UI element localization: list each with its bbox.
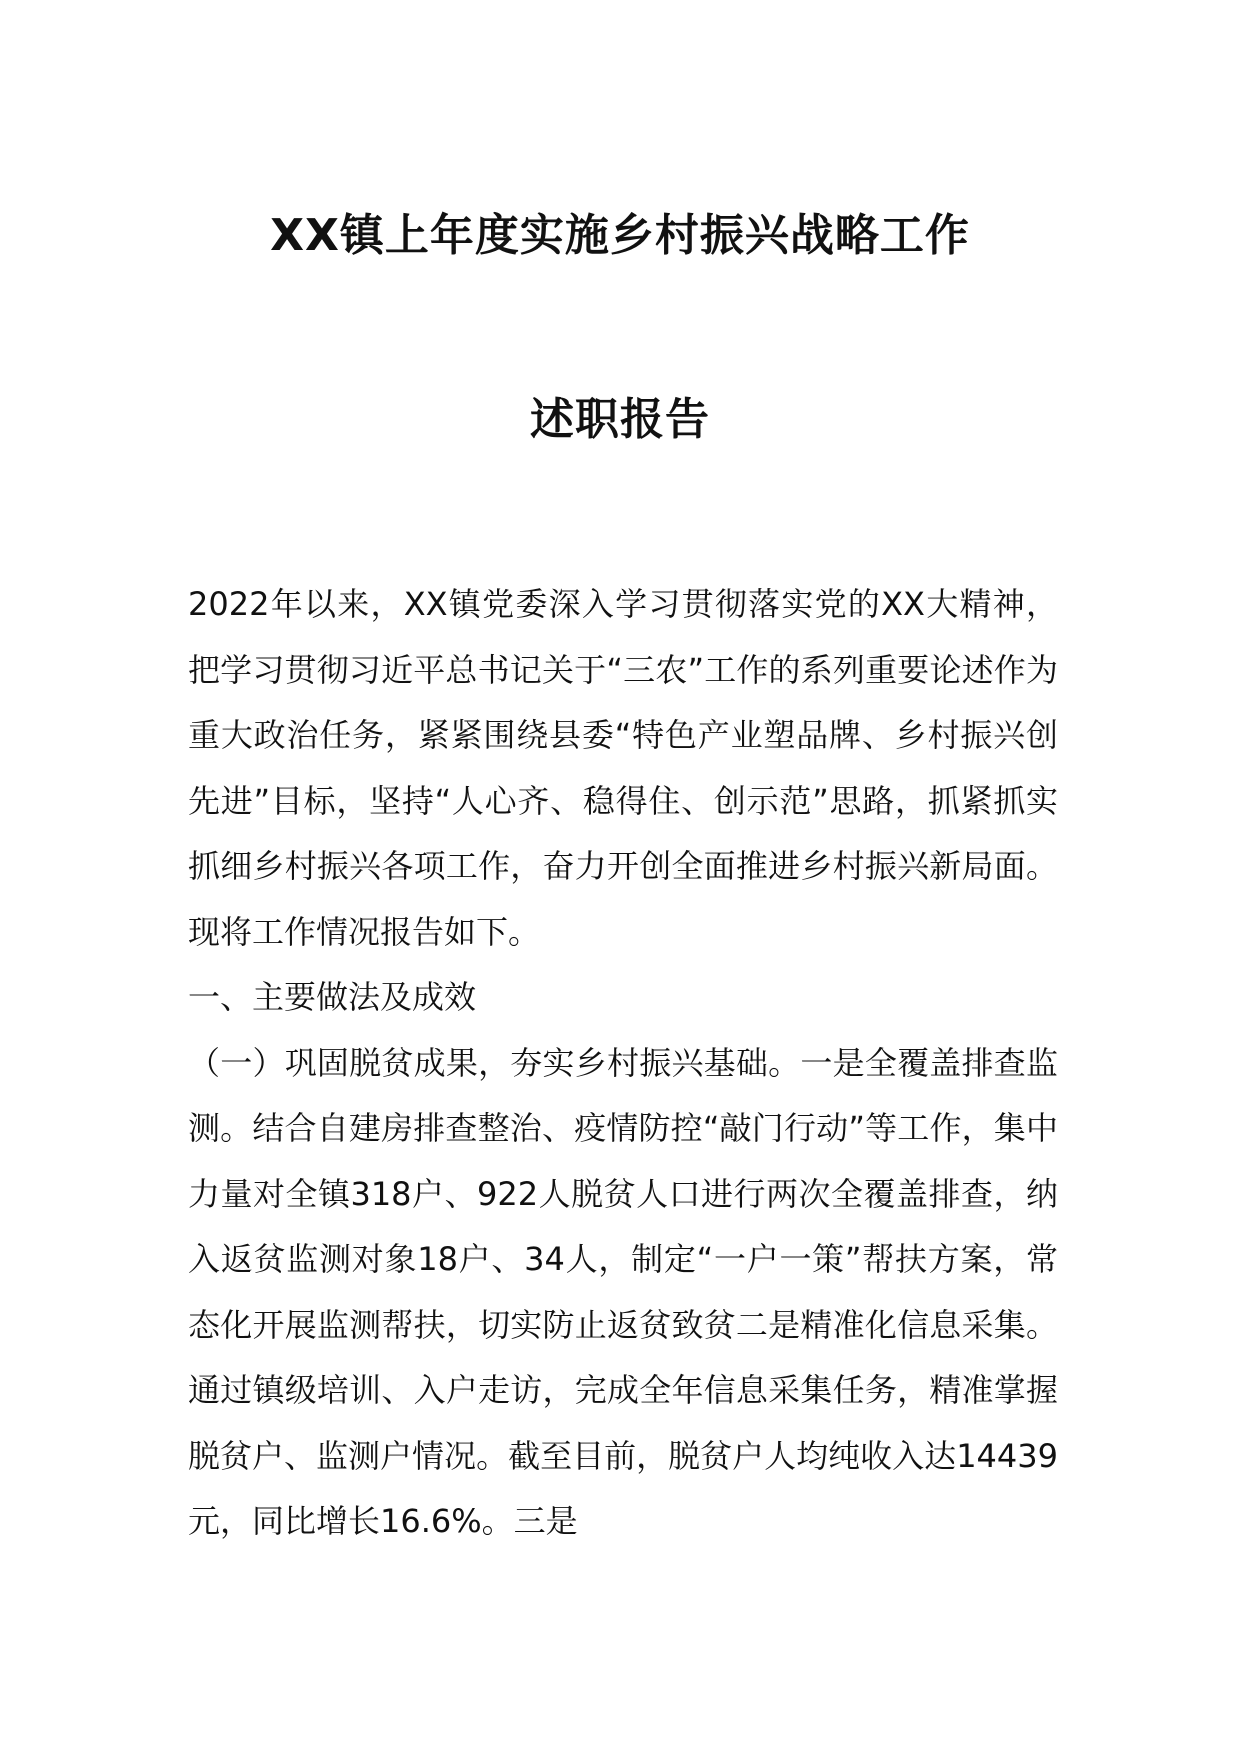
document-title-line2: 述职报告 bbox=[530, 394, 710, 445]
section-paragraph: （一）巩固脱贫成果，夯实乡村振兴基础。一是全覆盖排查监测。结合自建房排查整治、疫情防控“敲门行动”等工作，集中力量对全镇318户、922人脱贫人口进行两次全覆盖排查，纳入返贫监测对象18户、34人，制定“一户一策”帮扶方案，常态化开展监测帮扶，切实防止返贫致贫二是精准化信息采集。通过镇级培训、入户走访，完成全年信息采集任务，精准掌握脱贫户、监测户情况。截至目前，脱贫户人均纯收入达14439元，同比增长16.6%。三是 bbox=[188, 1043, 1058, 1540]
document-title-line1: XX镇上年度实施乡村振兴战略工作 bbox=[270, 210, 970, 261]
section-heading: 一、主要做法及成效 bbox=[188, 978, 477, 1016]
intro-paragraph: 2022年以来，XX镇党委深入学习贯彻落实党的XX大精神，把学习贯彻习近平总书记关于“三农”工作的系列重要论述作为重大政治任务，紧紧围绕县委“特色产业塑品牌、乡村振兴创先进”目标，坚持“人心齐、稳得住、创示范”思路，抓紧抓实抓细乡村振兴各项工作，奋力开创全面推进乡村振兴新局面。现将工作情况报告如下。 bbox=[188, 585, 1058, 951]
document-body bbox=[188, 572, 1058, 1555]
